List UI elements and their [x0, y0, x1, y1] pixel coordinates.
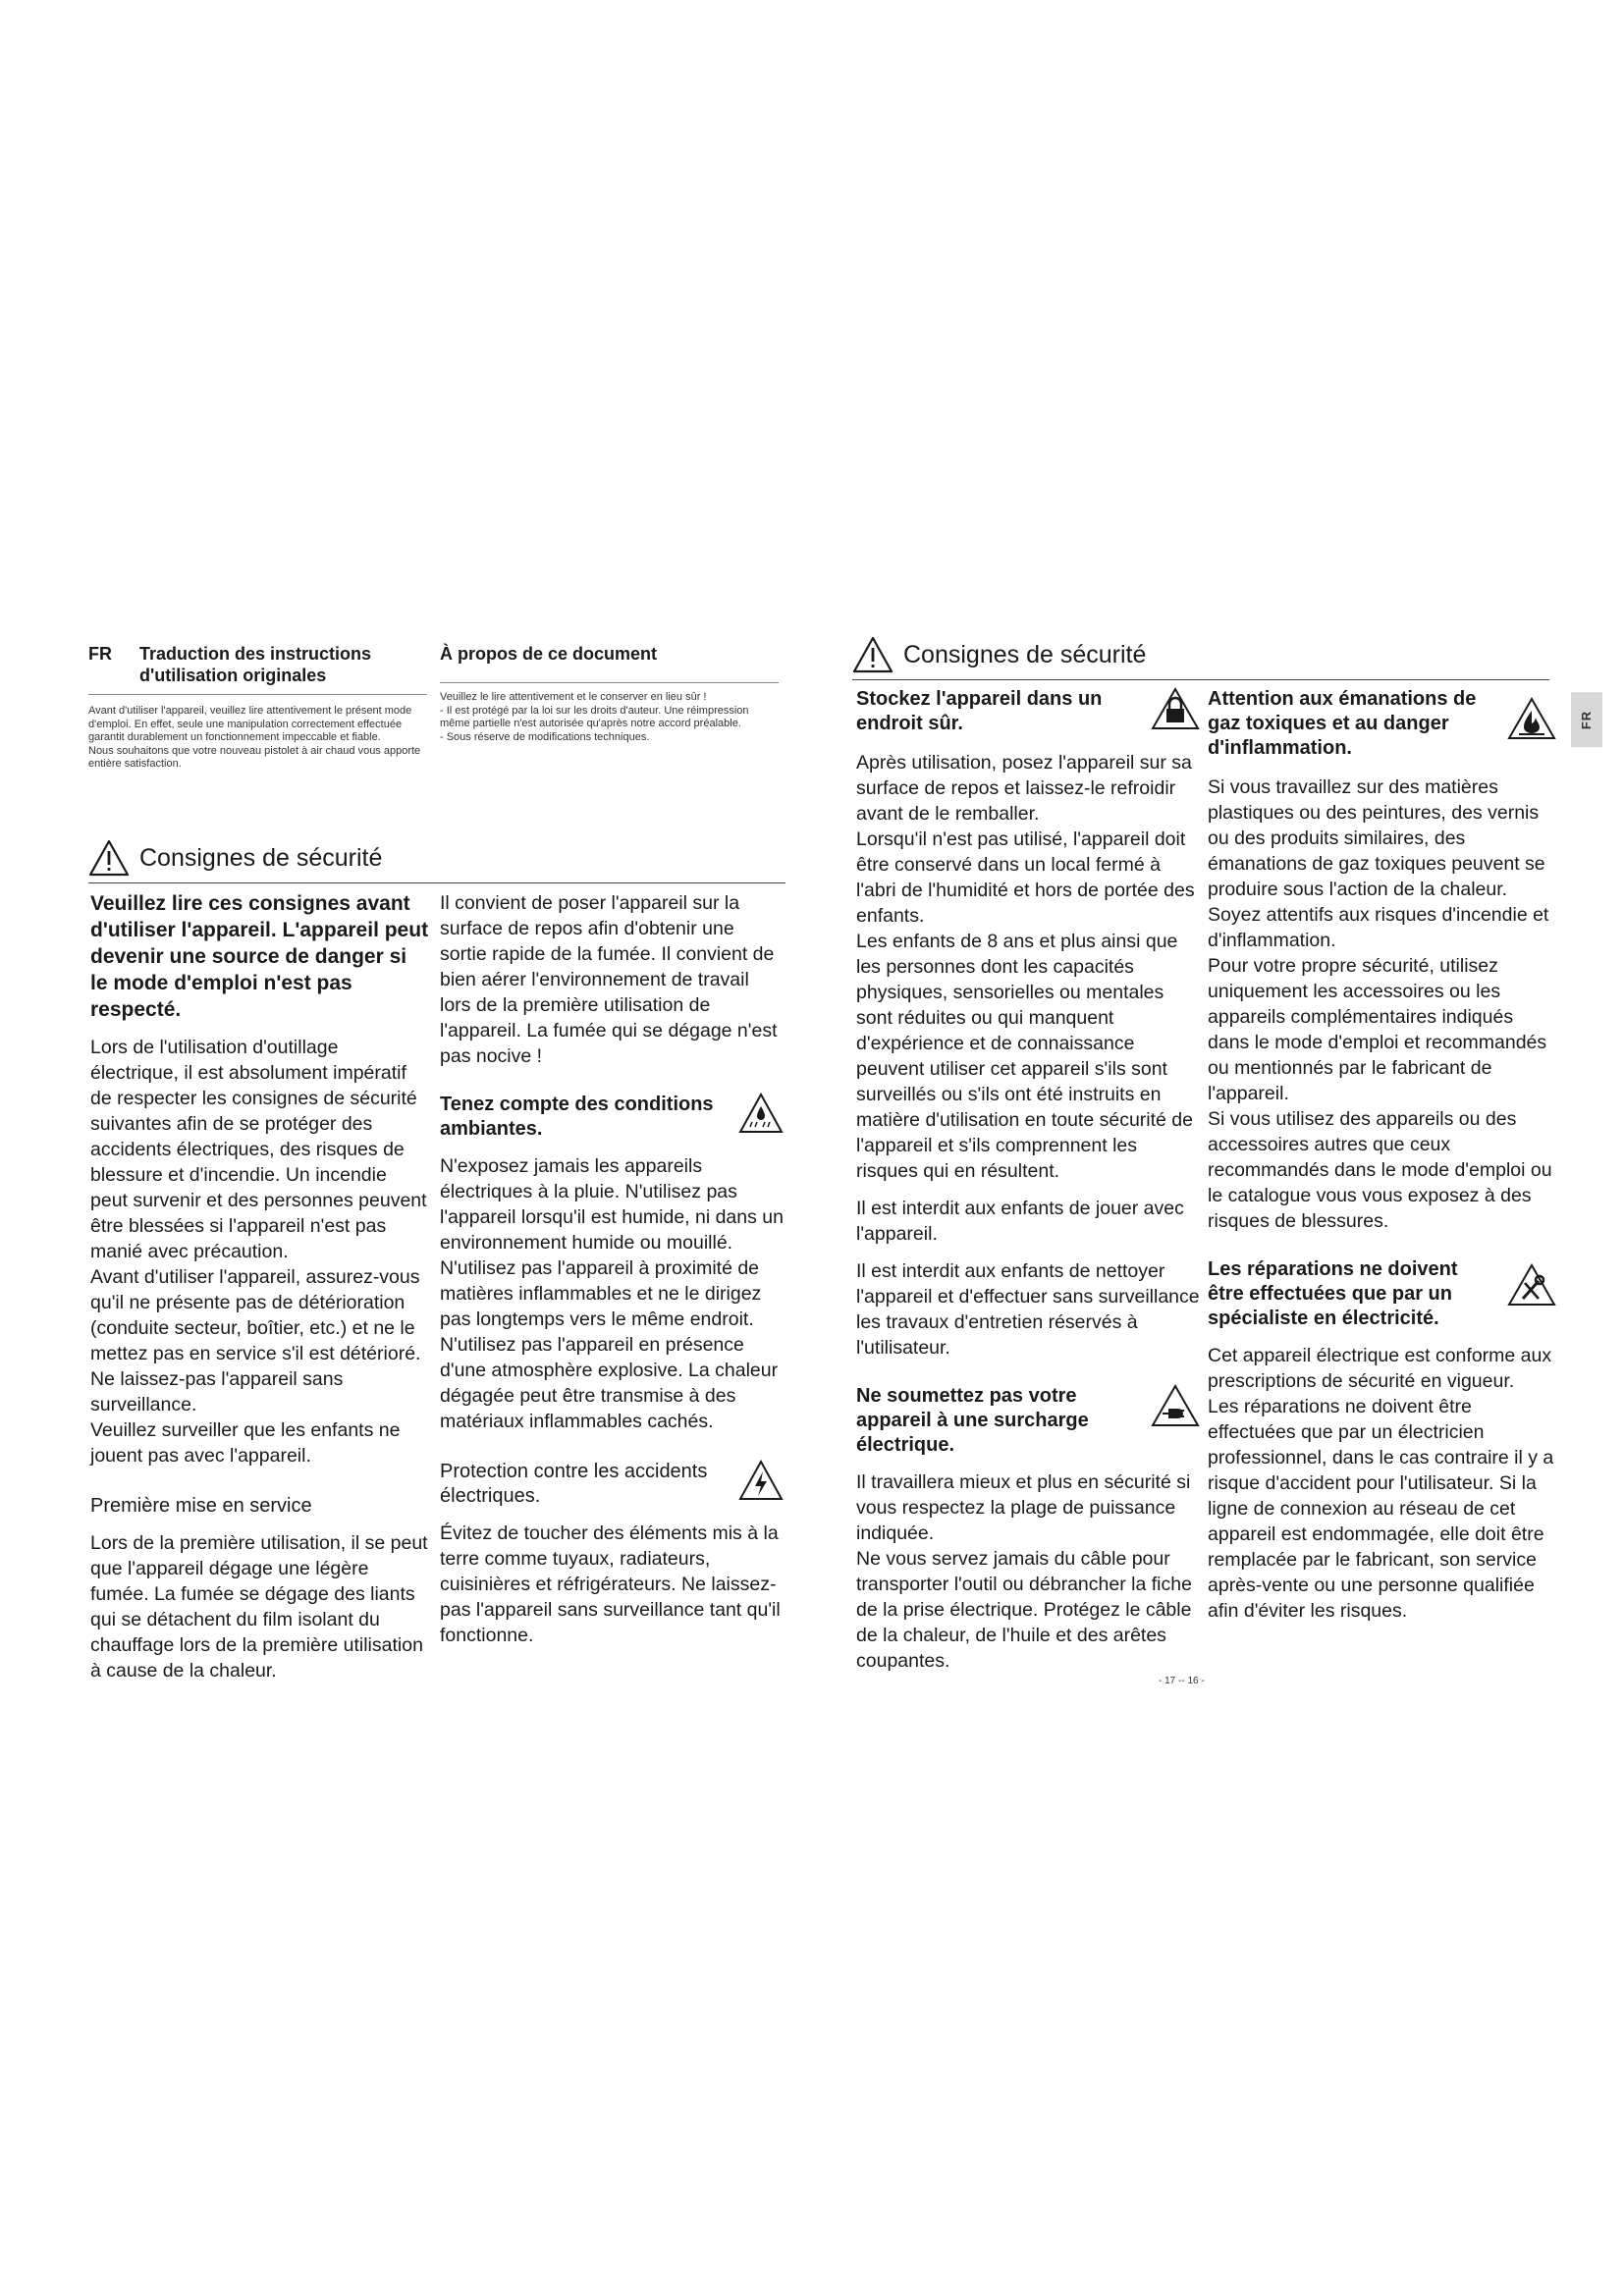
right-column-2: [1208, 687, 1556, 1635]
intro-text-1: Avant d'utiliser l'appareil, veuillez lire attentivement le présent mode d'emploi. En effet, seule une manipulation correctement effectuée garantit durablement un fonctionnement impeccable et fiable.: [88, 705, 412, 743]
warning-triangle-icon: [852, 636, 893, 673]
smoke-paragraph: Il convient de poser l'appareil sur la surface de repos afin d'obtenir une sortie rapide de la fumée. Il convient de bien aérer l'environnement de travail lors de la première utilisation de l'appareil. La fumée qui se dégage n'est pas nocive !: [440, 892, 778, 1067]
gas-paragraph-3: Si vous utilisez des appareils ou des accessoires autres que ceux recommandés dans le mode d'emploi ou le catalogue vous vous exposez à des risques de blessures.: [1208, 1108, 1552, 1232]
electric-text: Évitez de toucher des éléments mis à la terre comme tuyaux, radiateurs, cuisinières et réfrigérateurs. Ne laissez-pas l'appareil sans surveillance tant qu'il fonctionne.: [440, 1522, 781, 1646]
left-column-2: [440, 890, 784, 1660]
language-side-tab: [1571, 692, 1602, 747]
safety-paragraph-1: Lors de l'utilisation d'outillage électrique, il est absolument impératif de respecter les consignes de sécurité suivantes afin de se protéger des accidents électriques, des risques de blessure et d'incendie. Un incendie peut survenir et des personnes peuvent être blessées si l'appareil n'est pas manié avec précaution.: [90, 1037, 427, 1262]
doc-header: [88, 643, 432, 772]
electric-title: Protection contre les accidents électriques.: [440, 1461, 708, 1507]
safety-paragraph-3: Ne laissez-pas l'appareil sans surveillance.: [90, 1368, 344, 1415]
right-section-header: [852, 636, 1549, 680]
intro-warning: Veuillez lire ces consignes avant d'utiliser l'appareil. L'appareil peut devenir une source de danger si le mode d'emploi n'est pas respecté.: [90, 892, 429, 1021]
intro-text-2: Nous souhaitons que votre nouveau pistolet à air chaud vous apporte entière satisfaction.: [88, 744, 421, 770]
safety-paragraph-2: Avant d'utiliser l'appareil, assurez-vous qu'il ne présente pas de détérioration (conduite secteur, boîtier, etc.) et ne le mettez pas en service s'il est détérioré.: [90, 1266, 421, 1364]
gas-paragraph-1: Si vous travaillez sur des matières plastiques ou des peintures, des vernis ou des produits similaires, des émanations de gaz toxiques peuvent se produire sous l'action de la chaleur. Soyez attentifs aux risques d'incendie et d'inflammation.: [1208, 776, 1549, 951]
about-document: [440, 643, 779, 744]
plug-overload-icon: [1151, 1384, 1200, 1427]
about-line-2: - Il est protégé par la loi sur les droits d'auteur. Une réimpression même partielle n'est autorisée qu'après notre accord préalable.: [440, 704, 749, 729]
store-paragraph-3: Les enfants de 8 ans et plus ainsi que les personnes dont les capacités physiques, sensorielles ou mentales sont réduites ou qui manquent d'expérience et de connaissance peuvent utiliser cet appareil s'ils sont surveillés ou s'ils ont été instruits en matière d'utilisation en toute sécurité de l'appareil et s'ils comprennent les risques qui en résultent.: [856, 931, 1194, 1182]
overload-paragraph-2: Ne vous servez jamais du câble pour transporter l'outil ou débrancher la fiche de la prise électrique. Protégez le câble de la chaleur, de l'huile et des arêtes coupantes.: [856, 1548, 1192, 1672]
store-paragraph-4: Il est interdit aux enfants de jouer avec l'appareil.: [856, 1198, 1184, 1245]
side-tab-label: FR: [1579, 710, 1595, 729]
overload-title: Ne soumettez pas votre appareil à une surcharge électrique.: [856, 1385, 1089, 1456]
left-column-1: [90, 890, 429, 1695]
repair-heading: [1208, 1257, 1556, 1331]
ambient-paragraph-2: N'utilisez pas l'appareil à proximité de matières inflammables et ne le dirigez pas longtemps vers le même endroit.: [440, 1257, 762, 1330]
about-line-1: Veuillez le lire attentivement et le conserver en lieu sûr !: [440, 691, 707, 703]
store-heading: [856, 687, 1200, 736]
left-section-title: Consignes de sécurité: [139, 844, 383, 872]
repair-paragraph-2: Les réparations ne doivent être effectuées que par un électricien professionnel, dans le cas contraire il y a risque d'accident pour l'utilisateur. Si la ligne de connexion au réseau de cet appareil est endommagée, elle doit être remplacée par le fabricant, son service après-vente ou une personne qualifiée afin d'éviter les risques.: [1208, 1396, 1554, 1622]
page-numbers: - 17 -- 16 -: [1159, 1676, 1205, 1686]
store-title: Stockez l'appareil dans un endroit sûr.: [856, 688, 1103, 734]
first-use-title: Première mise en service: [90, 1495, 312, 1517]
doc-title: Traduction des instructions d'utilisation originales: [139, 644, 372, 685]
right-section-divider: [852, 679, 1549, 680]
moisture-warning-icon: [738, 1093, 784, 1134]
lang-code: FR: [88, 644, 112, 664]
header-divider: [88, 694, 427, 695]
left-section-header: [88, 839, 785, 883]
about-divider: [440, 682, 779, 683]
store-paragraph-2: Lorsqu'il n'est pas utilisé, l'appareil doit être conservé dans un local fermé à l'abri de l'humidité et hors de portée des enfants.: [856, 828, 1195, 927]
warning-triangle-icon: [88, 839, 130, 877]
repair-title: Les réparations ne doivent être effectuées que par un spécialiste en électricité.: [1208, 1258, 1458, 1329]
lock-warning-icon: [1151, 687, 1200, 730]
safety-paragraph-4: Veuillez surveiller que les enfants ne jouent pas avec l'appareil.: [90, 1419, 401, 1467]
first-use-text: Lors de la première utilisation, il se peut que l'appareil dégage une légère fumée. La fumée se dégage des liants qui se détachent du film isolant du chauffage lors de la première utilisation à cause de la chaleur.: [90, 1532, 428, 1682]
overload-heading: [856, 1384, 1200, 1458]
repair-paragraph-1: Cet appareil électrique est conforme aux prescriptions de sécurité en vigueur.: [1208, 1345, 1552, 1392]
right-section-title: Consignes de sécurité: [903, 641, 1147, 668]
fire-gas-warning-icon: [1507, 697, 1556, 740]
gas-title: Attention aux émanations de gaz toxiques et au danger d'inflammation.: [1208, 688, 1477, 759]
store-paragraph-1: Après utilisation, posez l'appareil sur sa surface de repos et laissez-le refroidir avant de le remballer.: [856, 752, 1192, 825]
ambient-paragraph-3: N'utilisez pas l'appareil en présence d'une atmosphère explosive. La chaleur dégagée peut être transmise à des matériaux inflammables cachés.: [440, 1334, 779, 1432]
overload-paragraph-1: Il travaillera mieux et plus en sécurité si vous respectez la plage de puissance indiquée.: [856, 1471, 1191, 1544]
repair-tool-icon: [1507, 1263, 1556, 1307]
store-paragraph-5: Il est interdit aux enfants de nettoyer l'appareil et d'effectuer sans surveillance les travaux d'entretien réservés à l'utilisateur.: [856, 1260, 1200, 1359]
ambient-title: Tenez compte des conditions ambiantes.: [440, 1094, 714, 1140]
right-column-1: [856, 687, 1200, 1685]
gas-heading: [1208, 687, 1556, 761]
electric-warning-icon: [738, 1460, 784, 1501]
ambient-paragraph-1: N'exposez jamais les appareils électriques à la pluie. N'utilisez pas l'appareil lorsqu'il est humide, ni dans un environnement humide ou mouillé.: [440, 1155, 784, 1254]
about-line-3: - Sous réserve de modifications techniques.: [440, 730, 650, 743]
ambient-heading: [440, 1093, 784, 1142]
about-title: À propos de ce document: [440, 644, 658, 664]
gas-paragraph-2: Pour votre propre sécurité, utilisez uniquement les accessoires ou les appareils complémentaires indiqués dans le mode d'emploi et recommandés ou mentionnés par le fabricant de l'appareil.: [1208, 955, 1547, 1104]
left-section-divider: [88, 882, 785, 883]
electric-heading: [440, 1460, 784, 1509]
